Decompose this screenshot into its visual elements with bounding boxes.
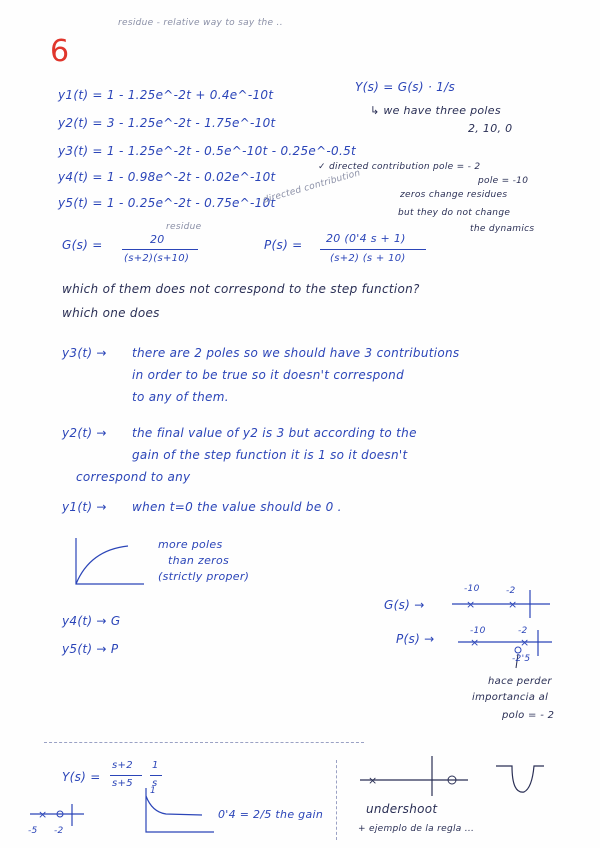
P-numerator: 20 (0'4 s + 1) bbox=[326, 232, 406, 245]
question-line-2: which one does bbox=[62, 306, 160, 320]
bottom-Y-tail-numerator: 1 bbox=[152, 760, 159, 771]
faint-header-note: residue - relative way to say the .. bbox=[118, 18, 283, 28]
directed-contribution-tilted: directed contribution bbox=[262, 168, 362, 206]
P-label: P(s) = bbox=[264, 238, 303, 252]
bottom-plot-top-tick: 1 bbox=[150, 786, 157, 796]
G-pole-left-tick: -10 bbox=[464, 584, 480, 594]
response-row bbox=[58, 144, 356, 158]
P-fraction-bar bbox=[320, 249, 426, 250]
importance-note-line-3: polo = - 2 bbox=[502, 710, 555, 721]
proper-note-line-2: than zeros bbox=[168, 554, 230, 567]
directed-contribution-pole: ✓ directed contribution pole = - 2 bbox=[318, 162, 481, 172]
zeros-change-note: zeros change residues bbox=[400, 190, 508, 200]
response-expr: 3 - 1.25e^-2t - 1.75e^-10t bbox=[106, 116, 276, 130]
response-label: y2(t) = bbox=[58, 116, 103, 130]
svg-text:×: × bbox=[508, 598, 518, 611]
G-denominator: (s+2)(s+10) bbox=[124, 253, 190, 264]
response-label: y5(t) = bbox=[58, 196, 103, 210]
bottom-Y-tail-denominator: s bbox=[152, 778, 158, 789]
section-divider bbox=[44, 742, 364, 743]
bottom-gain-note: 0'4 = 2/5 the gain bbox=[218, 808, 324, 821]
answer-line: there are 2 poles so we should have 3 contributions bbox=[132, 346, 460, 360]
undershoot-subnote: + ejemplo de la regla ... bbox=[358, 824, 475, 834]
undershoot-label: undershoot bbox=[366, 802, 438, 816]
answer-line: when t=0 the value should be 0 . bbox=[132, 500, 342, 514]
answer-line: to any of them. bbox=[132, 390, 229, 404]
answer-label: y3(t) → bbox=[62, 346, 107, 360]
proper-note-line-3: (strictly proper) bbox=[158, 570, 250, 583]
response-label: y3(t) = bbox=[58, 144, 103, 158]
match-y5: y5(t) → P bbox=[62, 642, 119, 656]
G-fraction-bar bbox=[122, 249, 198, 250]
the-dynamics-note: the dynamics bbox=[470, 224, 535, 234]
importance-note-line-2: importancia al bbox=[472, 692, 549, 703]
bottom-Y-bar bbox=[110, 775, 142, 776]
answer-line: gain of the step function it is 1 so it doesn't bbox=[132, 448, 408, 462]
Y-equation: Y(s) = G(s) · 1/s bbox=[355, 80, 456, 94]
answer-line: in order to be true so it doesn't correspond bbox=[132, 368, 404, 382]
bottom-axis-right: -2 bbox=[54, 826, 64, 836]
G-numerator: 20 bbox=[150, 233, 165, 246]
but-dynamics-note: but they do not change bbox=[398, 208, 511, 218]
G-pole-label: G(s) → bbox=[384, 598, 425, 612]
poles-list: 2, 10, 0 bbox=[468, 122, 513, 135]
G-pole-right-tick: -2 bbox=[506, 586, 516, 596]
bottom-divider bbox=[336, 760, 337, 840]
G-label: G(s) = bbox=[62, 238, 103, 252]
svg-text:×: × bbox=[470, 636, 480, 649]
bottom-Y-denominator: s+5 bbox=[112, 778, 133, 789]
response-row bbox=[58, 88, 273, 102]
importance-note-line-1: hace perder bbox=[488, 676, 552, 687]
undershoot-sketch bbox=[494, 758, 546, 802]
response-expr: 1 - 0.98e^-2t - 0.02e^-10t bbox=[106, 170, 276, 184]
P-pole-label: P(s) → bbox=[396, 632, 435, 646]
svg-text:×: × bbox=[466, 598, 476, 611]
step-response-sketch bbox=[72, 536, 146, 590]
undershoot-pole-zero-plot bbox=[360, 756, 472, 798]
bottom-Y-tail-bar bbox=[150, 775, 162, 776]
svg-text:×: × bbox=[368, 774, 378, 787]
response-label: y1(t) = bbox=[58, 88, 103, 102]
page-number: 6 bbox=[50, 34, 70, 69]
match-y4: y4(t) → G bbox=[62, 614, 121, 628]
response-label: y4(t) = bbox=[58, 170, 103, 184]
response-row bbox=[58, 196, 276, 210]
bottom-Y-numerator: s+2 bbox=[112, 760, 133, 771]
pole-minus-10-note: pole = -10 bbox=[478, 176, 529, 186]
answer-label: y1(t) → bbox=[62, 500, 107, 514]
response-row bbox=[58, 170, 276, 184]
response-expr: 1 - 1.25e^-2t - 0.5e^-10t - 0.25e^-0.5t bbox=[106, 144, 357, 158]
residue-note: residue bbox=[166, 222, 202, 232]
bottom-Y-label: Y(s) = bbox=[62, 770, 101, 784]
answer-line: correspond to any bbox=[76, 470, 191, 484]
answer-line: the final value of y2 is 3 but according to the bbox=[132, 426, 417, 440]
three-poles-note: ↳ we have three poles bbox=[370, 104, 501, 117]
response-expr: 1 - 0.25e^-2t - 0.75e^-10t bbox=[106, 196, 276, 210]
question-line-1: which of them does not correspond to the step function? bbox=[62, 282, 420, 296]
G-pole-zero-plot bbox=[452, 590, 552, 620]
response-expr: 1 - 1.25e^-2t + 0.4e^-10t bbox=[106, 88, 274, 102]
P-pole-right-tick: -2 bbox=[518, 626, 528, 636]
P-zero-tick: -2'5 bbox=[512, 654, 531, 664]
P-denominator: (s+2) (s + 10) bbox=[330, 253, 406, 264]
P-pole-zero-plot bbox=[458, 630, 554, 670]
bottom-axis-left: -5 bbox=[28, 826, 38, 836]
bottom-pole-zero-plot bbox=[30, 802, 86, 828]
answer-label: y2(t) → bbox=[62, 426, 107, 440]
P-pole-left-tick: -10 bbox=[470, 626, 486, 636]
response-row bbox=[58, 116, 276, 130]
svg-text:×: × bbox=[520, 636, 530, 649]
proper-note-line-1: more poles bbox=[158, 538, 223, 551]
svg-text:×: × bbox=[38, 808, 48, 821]
